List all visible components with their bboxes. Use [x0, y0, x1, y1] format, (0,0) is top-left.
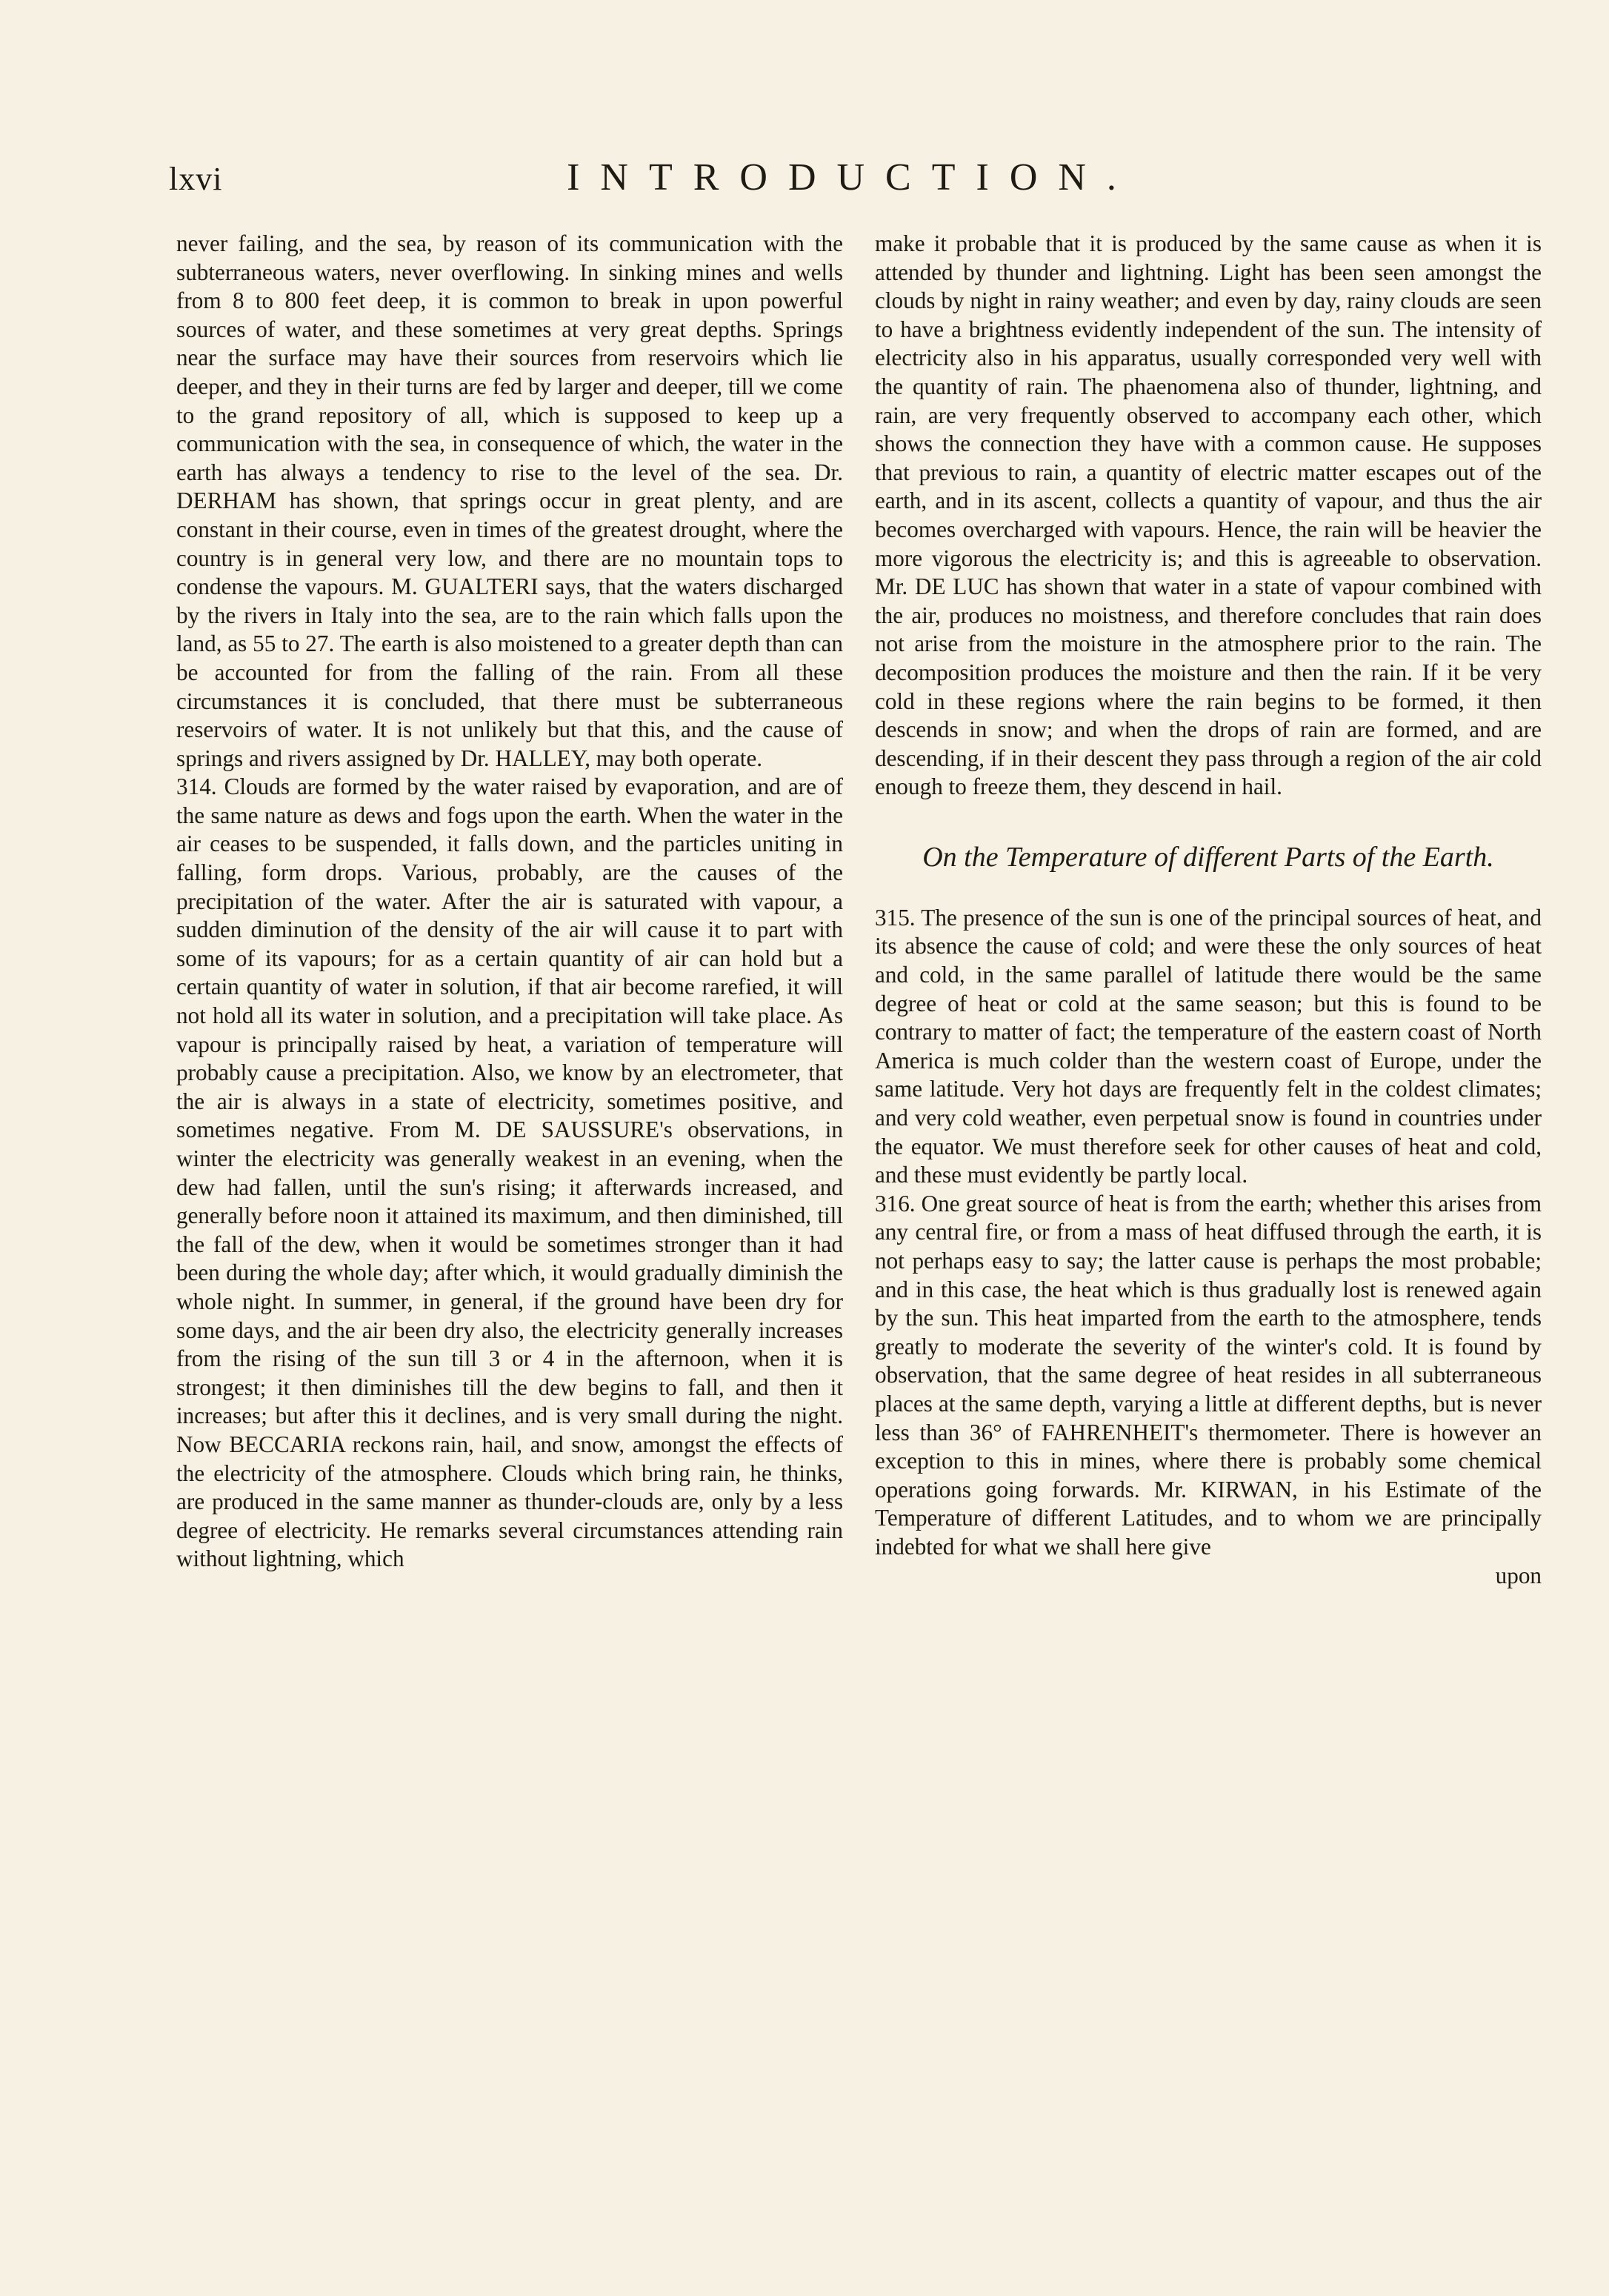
page-number: lxvi [169, 161, 223, 197]
left-column [176, 230, 843, 1574]
paragraph: never failing, and the sea, by reason of its communication with the subterraneous waters, never overflowing. In sinking mines and wells from 8 to 800 feet deep, it is common to break in upon powerful sources of water, and these sometimes at very great depths. Springs near the surface may have their sources from reservoirs which lie deeper, and they in their turns are fed by larger and deeper, till we come to the grand repository of all, which is supposed to keep up a communication with the sea, in consequence of which, the water in the earth has always a tendency to rise to the level of the sea. Dr. DERHAM has shown, that springs occur in great plenty, and are constant in their course, even in times of the greatest drought, where the country is in general very low, and there are no mountain tops to condense the vapours. M. GUALTERI says, that the waters discharged by the rivers in Italy into the sea, are to the rain which falls upon the land, as 55 to 27. The earth is also moistened to a greater depth than can be accounted for from the falling of the rain. From all these circumstances it is concluded, that there must be subterraneous reservoirs of water. It is not unlikely but that this, and the cause of springs and rivers assigned by Dr. HALLEY, may both operate. [176, 230, 843, 771]
section-heading: On the Temperature of different Parts of the Earth. [922, 841, 1494, 873]
paragraph-315: 315. The presence of the sun is one of the principal sources of heat, and its absence the cause of cold; and were these the only sources of heat and cold, in the same parallel of latitude there would be the same degree of heat or cold at the same season; but this is found to be contrary to matter of fact; the temperature of the eastern coast of North America is much colder than the western coast of Europe, under the same latitude. Very hot days are frequently felt in the coldest climates; and very cold weather, even perpetual snow is found in countries under the equator. We must therefore seek for other causes of heat and cold, and these must evidently be partly local. [875, 904, 1542, 1188]
paragraph-314: 314. Clouds are formed by the water raised by evaporation, and are of the same nature as dews and fogs upon the earth. When the water in the air ceases to be suspended, it falls down, and the particles uniting in falling, form drops. Various, probably, are the causes of the precipitation of the water. After the air is saturated with vapour, a sudden diminution of the density of the air will cause it to part with some of its vapours; for as a certain quantity of air can hold but a certain quantity of water in solution, if that air become rarefied, it will not hold all its water in solution, and a precipitation will take place. As vapour is principally raised by heat, a variation of temperature will probably cause a precipitation. Also, we know by an electrometer, that the air is always in a state of electricity, sometimes positive, and sometimes negative. From M. DE SAUSSURE's observations, in winter the electricity was generally weakest in an evening, when the dew had fallen, until the sun's rising; it afterwards increased, and generally before noon it attained its maximum, and then diminished, till the fall of the dew, when it would be sometimes stronger than it had been during the whole day; after which, it would gradually diminish the whole night. In summer, in general, if the ground have been dry for some days, and the air been dry also, the electricity generally increases from the rising of the sun till 3 or 4 in the afternoon, when it is strongest; it then diminishes till the dew begins to fall, and then it increases; but after this it declines, and is very small during the night. Now BECCARIA reckons rain, hail, and snow, amongst the effects of the electricity of the atmosphere. Clouds which bring rain, he thinks, are produced in the same manner as thunder-clouds are, only by a less degree of electricity. He remarks several circumstances attending rain without lightning, which [176, 773, 843, 1572]
paragraph: make it probable that it is produced by the same cause as when it is attended by thunder and lightning. Light has been seen amongst the clouds by night in rainy weather; and even by day, rainy clouds are seen to have a brightness evidently independent of the sun. The intensity of electricity also in his apparatus, usually corresponded very well with the quantity of rain. The phaenomena also of thunder, lightning, and rain, are very frequently observed to accompany each other, which shows the connection they have with a common cause. He supposes that previous to rain, a quantity of electric matter escapes out of the earth, and in its ascent, collects a quantity of vapour, and thus the air becomes overcharged with vapours. Hence, the rain will be heavier the more vigorous the electricity is; and this is agreeable to observation. Mr. DE LUC has shown that water in a state of vapour combined with the air, produces no moistness, and therefore concludes that rain does not arise from the moisture in the atmosphere prior to the rain. The decomposition produces the moisture and then the rain. If it be very cold in these regions where the rain begins to be formed, it then descends in snow; and when the drops of rain are formed, and are descending, if in their descent they pass through a region of the air cold enough to freeze them, they descend in hail. [875, 230, 1542, 800]
right-column [875, 230, 1542, 1590]
catchword: upon [1495, 1562, 1542, 1588]
running-header [169, 156, 1514, 207]
running-title: INTRODUCTION. [567, 156, 1137, 199]
paragraph-316: 316. One great source of heat is from the earth; whether this arises from any central fire, or from a mass of heat diffused through the earth, it is not perhaps easy to say; the latter cause is perhaps the most probable; and in this case, the heat which is thus gradually lost is renewed again by the sun. This heat imparted from the earth to the atmosphere, tends greatly to moderate the severity of the winter's cold. It is found by observation, that the same degree of heat resides in all subterraneous places at the same depth, varying a little at different depths, but is never less than 36° of FAHRENHEIT's thermometer. There is however an exception to this in mines, where there is probably some chemical operations going forwards. Mr. KIRWAN, in his Estimate of the Temperature of different Latitudes, and to whom we are principally indebted for what we shall here give [875, 1190, 1542, 1560]
